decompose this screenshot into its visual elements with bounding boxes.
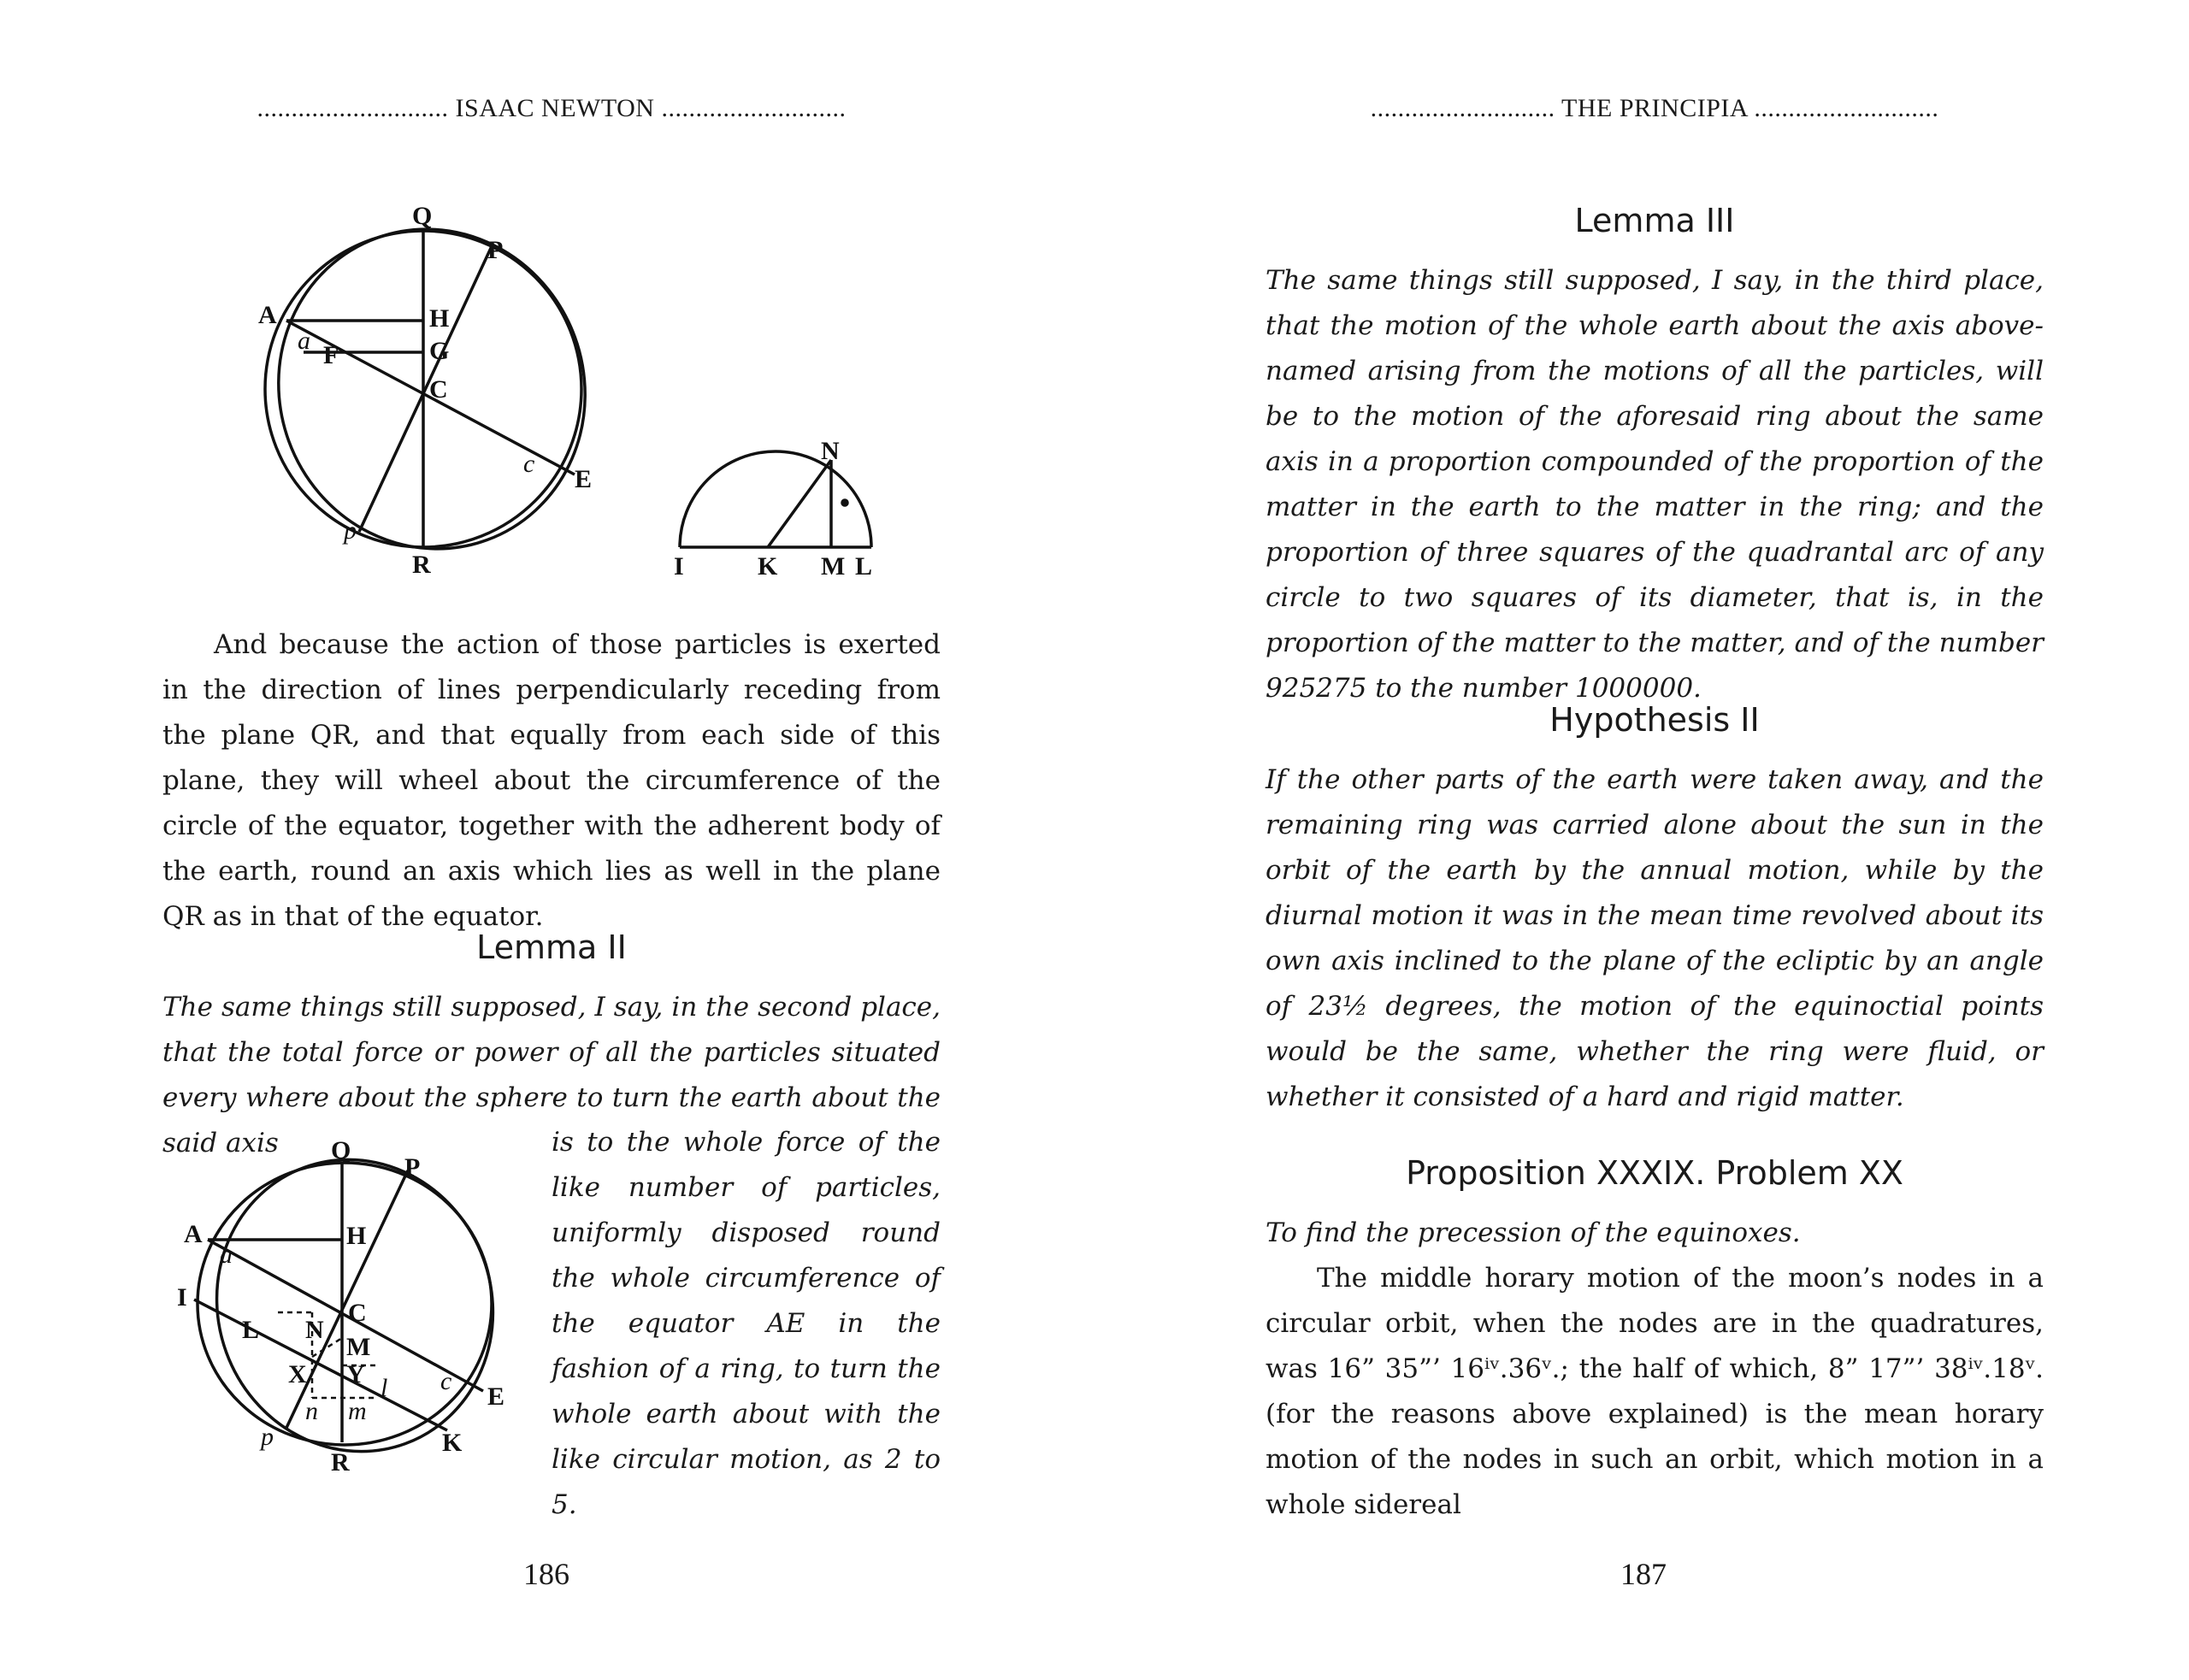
lemma2-heading: Lemma II — [476, 928, 627, 966]
fig2-label-p: P — [404, 1153, 421, 1182]
page-number-186: 186 — [523, 1557, 569, 1591]
fig2-label-k: K — [442, 1429, 463, 1457]
lemma2-text-top: The same things still supposed, I say, in the second place, that the total force or power of all the particles situated every where about the sphere to turn the earth about the said axis — [162, 992, 941, 1158]
fig2-label-h: H — [346, 1222, 367, 1250]
fig1-label-m: M — [821, 552, 846, 581]
fig1-label-a: A — [258, 301, 277, 329]
fig1-label-e: E — [575, 465, 593, 493]
figure-sphere-particles — [175, 1136, 534, 1477]
left-page — [0, 0, 1094, 1680]
point-dot — [842, 500, 847, 505]
fig2-label-a: A — [184, 1220, 203, 1248]
fig2-label-n: N — [305, 1316, 324, 1344]
fig2-label-a-small: a — [220, 1241, 233, 1269]
fig2-label-c: C — [348, 1299, 367, 1327]
lemma2-text-side: is to the whole force of the like number of particles, uniformly disposed round the whole circumference of the equator AE in the fashion of a ring, to turn the whole earth about with the like circular motion, as 2 to 5. — [552, 1127, 941, 1520]
line-pp — [359, 246, 492, 532]
semicircle — [680, 451, 871, 547]
fig1-label-i: I — [674, 552, 684, 581]
fig1-label-f: F — [323, 341, 339, 369]
fig1-label-p: P — [487, 236, 504, 264]
paragraph-action-of-particles: And because the action of those particles is exerted in the direction of lines perpendicularly receding from the plane QR, and that equally from each side of this plane, they will wheel about the circumference of the circle of the equator, together with the adherent body of the earth, round an axis which lies as well in the plane QR as in that of the equator. — [162, 629, 941, 932]
running-head-left: ............................ ISAAC NEWTON ........................... — [257, 94, 847, 122]
line2-pp — [286, 1170, 408, 1428]
fig2-label-l-small: l — [381, 1374, 388, 1402]
fig1-label-l: L — [855, 552, 873, 581]
fig2-label-p-small: p — [261, 1423, 274, 1451]
proposition39-text: The middle horary motion of the moon’s nodes in a circular orbit, when the nodes are in the quadratures, was 16” 35”’ 16ⁱᵛ.36ᵛ.; the half of which, 8” 17”’ 38ⁱᵛ.18ᵛ. (for the reasons above explained) is the mean horary motion of the nodes in such an orbit, which motion in a whole sidereal — [1266, 1263, 2044, 1520]
fig2-label-c-small: c — [440, 1367, 452, 1395]
fig1-label-g: G — [429, 337, 450, 365]
running-head-right: ........................... THE PRINCIPIA ........................... — [1370, 94, 1939, 122]
page-number-187: 187 — [1620, 1557, 1667, 1591]
fig1-label-n: N — [821, 437, 840, 465]
fig1-label-r: R — [412, 551, 431, 579]
line-kn — [768, 460, 831, 547]
figure-sphere-ring — [257, 202, 906, 581]
fig2-label-m: M — [346, 1333, 371, 1361]
fig2-label-m-small: m — [348, 1397, 367, 1425]
fig2-label-r: R — [331, 1448, 350, 1477]
right-page — [1094, 0, 2189, 1680]
fig1-label-h: H — [429, 304, 450, 333]
fig1-label-a-small: a — [298, 327, 310, 355]
hypothesis2-heading: Hypothesis II — [1549, 701, 1760, 739]
lemma3-text: The same things still supposed, I say, in the third place, that the motion of the whole earth about the axis above-named arising from the motions of all the particles, will be to the motion of the aforesaid ring about the same axis in a proportion compounded of the proportion of the matter in the earth to the matter in the ring; and the proportion of three squares of the quadrantal arc of any circle to two squares of its diameter, that is, in the proportion of the matter to the matter, and of the number 925275 to the number 1000000. — [1266, 265, 2044, 704]
fig2-label-l: L — [242, 1316, 260, 1344]
fig2-label-q: Q — [331, 1136, 351, 1164]
fig2-label-e: E — [487, 1382, 505, 1411]
fig1-label-q: Q — [412, 202, 433, 230]
lemma3-heading: Lemma III — [1574, 202, 1735, 239]
fig2-label-n-small: n — [305, 1397, 318, 1425]
fig2-label-i: I — [177, 1283, 187, 1312]
proposition39-statement: To find the precession of the equinoxes. — [1266, 1217, 1801, 1248]
proposition39-heading: Proposition XXXIX. Problem XX — [1406, 1154, 1903, 1192]
fig1-label-k: K — [758, 552, 778, 581]
fig1-label-p-small: p — [344, 516, 357, 545]
fig1-label-c-small: c — [523, 450, 535, 478]
fig1-label-c: C — [429, 375, 448, 404]
fig2-label-x: X — [288, 1360, 307, 1388]
fig2-label-y: Y — [346, 1360, 365, 1388]
hypothesis2-text: If the other parts of the earth were taken away, and the remaining ring was carried alone about the sun in the orbit of the earth by the annual motion, while by the diurnal motion it was in the mean time revolved about its own axis inclined to the plane of the ecliptic by an angle of 23½ degrees, the motion of the equinoctial points would be the same, whether the ring were fluid, or whether it consisted of a hard and rigid matter. — [1266, 764, 2044, 1112]
